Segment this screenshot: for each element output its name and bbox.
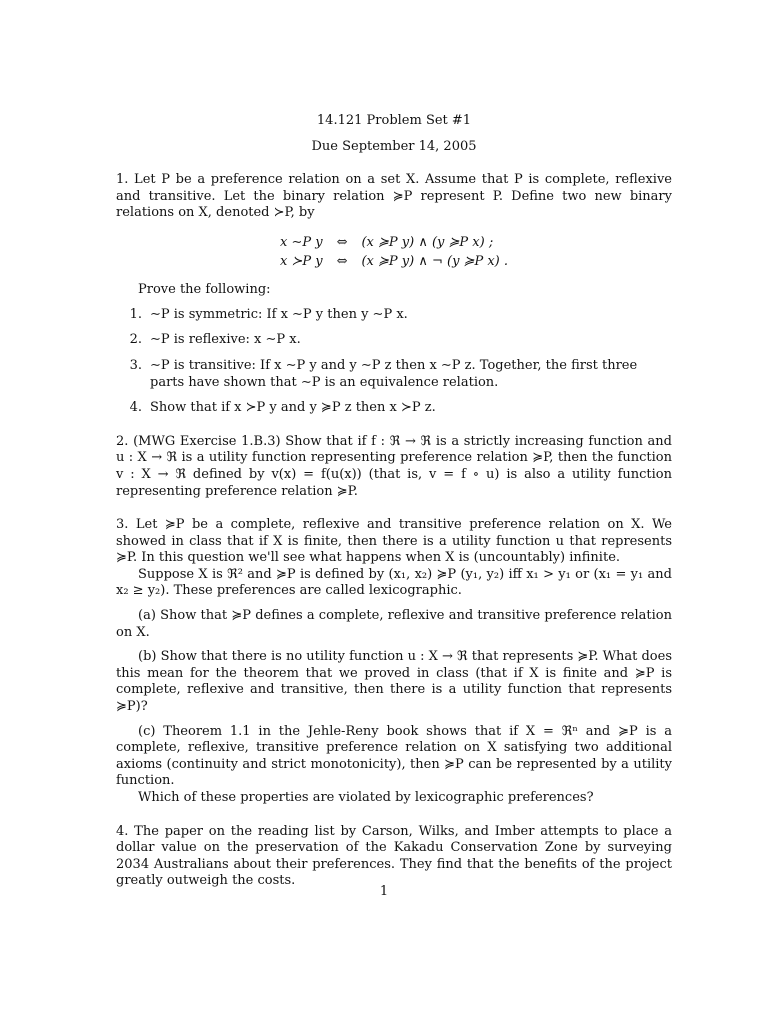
list-item <box>116 358 672 391</box>
problem-2-text: 2. (MWG Exercise 1.B.3) Show that if f : ℜ → ℜ is a strictly increasing function and u : X → ℜ is a utility function representing preference relation ≽P, then the function v : X → ℜ defined by v(x) = f(u(x)) (that is, v = f ∘ u) is also a utility function representing preference relation ≽P. <box>116 433 672 499</box>
definition-equations <box>116 235 672 270</box>
problem-3-part-c-question: Which of these properties are violated by lexicographic preferences? <box>138 790 594 805</box>
prove-the-following: Prove the following: <box>138 282 271 298</box>
list-item-text: ∼P is transitive: If x ∼P y and y ∼P z then x ∼P z. Together, the first three parts have shown that ∼P is an equivalence relation. <box>150 357 638 390</box>
list-item-number: 3. <box>129 357 142 373</box>
problem-3-intro: 3. Let ≽P be a complete, reflexive and transitive preference relation on X. We showed in class that if X is finite, then there is a utility function u that represents ≽P. In this question we'll see what happens when X is (uncountably) infinite. <box>116 517 672 566</box>
list-item <box>116 332 672 349</box>
problem-4-text: 4. The paper on the reading list by Carson, Wilks, and Imber attempts to place a dollar value on the preservation of the Kakadu Conservation Zone by surveying 2034 Australians about their preferences. They find that the benefits of the project greatly outweigh the costs. <box>116 823 672 889</box>
problem-set-title: 14.121 Problem Set #1 <box>316 113 472 128</box>
equation-2-lhs: x ≻P y <box>279 253 323 269</box>
equation-1-lhs: x ∼P y <box>279 234 323 250</box>
page-content <box>116 113 672 890</box>
list-item <box>116 400 672 417</box>
list-item-number: 1. <box>129 306 142 322</box>
problem-1-parts-list <box>116 307 672 417</box>
problem-3-part-a: (a) Show that ≽P defines a complete, reflexive and transitive preference relation on X. <box>116 608 672 640</box>
equation-2-iff: ⇔ <box>336 253 348 269</box>
equation-2-rhs: (x ≽P y) ∧ ¬ (y ≽P x) . <box>361 253 509 269</box>
list-item-text: ∼P is reflexive: x ∼P x. <box>150 332 301 348</box>
list-item <box>116 307 672 324</box>
list-item-number: 4. <box>129 400 142 416</box>
due-date: Due September 14, 2005 <box>311 138 477 154</box>
problem-3-suppose: Suppose X is ℜ² and ≽P is defined by (x₁, x₂) ≽P (y₁, y₂) iff x₁ > y₁ or (x₁ = y₁ and x₂ ≥ y₂). These preferences are called lexicographic. <box>116 566 672 599</box>
problem-3-part-c: (c) Theorem 1.1 in the Jehle-Reny book shows that if X = ℜⁿ and ≽P is a complete, reflexive, transitive preference relation on X satisfying two additional axioms (continuity and strict monotonicity), then ≽P can be represented by a utility function. <box>116 723 672 789</box>
problem-3-part-b: (b) Show that there is no utility function u : X → ℜ that represents ≽P. What does this mean for the theorem that we proved in class (that if X is finite and ≽P is complete, reflexive and transitive, then there is a utility function that represents ≽P)? <box>116 649 672 715</box>
list-item-number: 2. <box>129 332 142 348</box>
equation-1-iff: ⇔ <box>336 234 348 250</box>
page-number: 1 <box>379 884 389 899</box>
list-item-text: Show that if x ≻P y and y ≽P z then x ≻P z. <box>150 400 436 416</box>
equation-1-rhs: (x ≽P y) ∧ (y ≽P x) ; <box>361 234 494 250</box>
list-item-text: ∼P is symmetric: If x ∼P y then y ∼P x. <box>150 306 408 322</box>
problem-1-intro: 1. Let P be a preference relation on a set X. Assume that P is complete, reflexive and transitive. Let the binary relation ≽P represent P. Define two new binary relations on X, denoted ≻P, by <box>116 172 672 221</box>
